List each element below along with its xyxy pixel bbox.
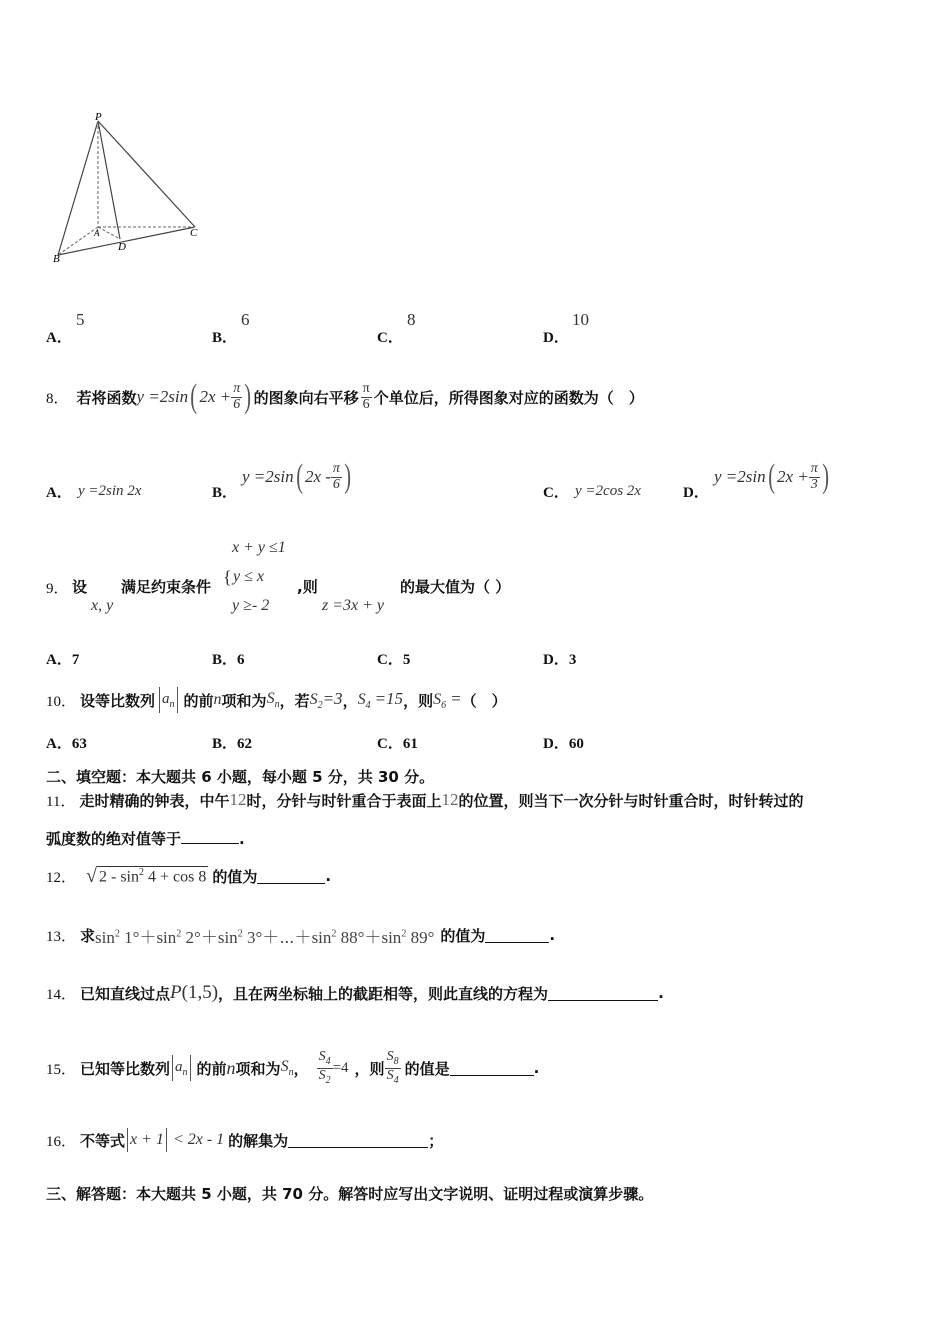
q8-option-c-label: C． — [543, 485, 569, 501]
q10-s: $S_n$ — [266, 689, 280, 711]
q14-answer-blank[interactable] — [548, 986, 658, 1001]
q9-text4: 的最大值为（ ） — [400, 578, 511, 596]
q7-option-d-label: D． — [543, 330, 569, 346]
q10-text6: （ ） — [461, 691, 507, 710]
q12-expression: $2 - \sin^2 4 + \cos 8$ — [99, 866, 207, 886]
edge-pb — [58, 121, 98, 255]
q13-answer-blank[interactable] — [485, 928, 549, 943]
q15-fraction-s8-s4: $\frac{S_8}{S_4}$ — [386, 1049, 399, 1086]
question-15: 15． 已知等比数列 $a_n$ 的前 n 项和为 $S_n$ ， $\frac{S_4}{S_2}$ =4 ，则 $\frac{S_8}{S_4}$ 的值是 . — [46, 1049, 540, 1086]
q8-text3: 个单位后，所得图象对应的函数为（ ） — [373, 388, 644, 407]
q9-number: 9． — [46, 581, 69, 597]
q16-answer-blank[interactable] — [288, 1133, 428, 1148]
q8-shift-fraction: $\frac{\pi}{6}$ — [362, 380, 370, 412]
label-d: D — [118, 241, 126, 253]
q9-vars: x, y — [91, 597, 114, 614]
q9-option-d: D．3 — [543, 652, 577, 668]
q10-option-a: A．63 — [46, 736, 87, 752]
q8-option-b-label: B． — [212, 485, 238, 501]
q8-func-inner: 2x + — [199, 387, 232, 406]
q9-text2: 满足约束条件 — [121, 578, 212, 596]
question-11-line2: 弧度数的绝对值等于 . — [46, 830, 245, 848]
q10-option-d: D．60 — [543, 736, 584, 752]
section-3-title: 三、解答题：本大题共 5 小题，共 70 分。解答时应写出文字说明、证明过程或演算步骤。 — [46, 1185, 654, 1203]
q10-text4: ，若 — [279, 691, 310, 710]
q7-option-b-value: 6 — [241, 310, 250, 329]
q10-option-b: B．62 — [212, 736, 253, 752]
edge-pc — [98, 121, 195, 227]
q10-n: n — [213, 691, 222, 708]
q8-option-d-expr: y =2sin ( 2x + $\frac{\pi}{3}$ ) — [714, 458, 829, 495]
q7-option-b-label: B． — [212, 330, 238, 346]
q8-option-c-expr: y =2cos 2x — [575, 483, 641, 499]
q12-answer-blank[interactable] — [257, 869, 325, 884]
label-c: C — [190, 227, 198, 239]
q10-option-c: C．61 — [377, 736, 418, 752]
q10-text2: 的前 — [183, 691, 214, 710]
q8-number: 8． — [46, 390, 69, 407]
q8-func-fraction: $\frac{\pi}{6}$ — [233, 380, 241, 412]
q10-text5: ，则 — [403, 691, 434, 710]
q9-text3: ,则 — [297, 578, 318, 596]
q12-radical: √ — [86, 864, 97, 887]
question-11: 11． 走时精确的钟表，中午 12 时，分针与时针重合于表面上 12 的位置，则当下一次分针与时针重合时，时针转过的 — [46, 790, 804, 810]
q15-fraction-s4-s2: $\frac{S_4}{S_2}$ — [318, 1049, 331, 1086]
q10-s4: $S_4 =15$ — [357, 688, 404, 712]
pyramid-figure — [40, 105, 220, 270]
q10-text3: 项和为 — [221, 691, 267, 710]
q13-expression: $\sin^2 1^\circ+\sin^2$ $2^\circ+\sin^2$ $3^\circ+\cdots+\sin^2$ $88^\circ+\sin^2$ 89° — [95, 927, 435, 947]
q7-option-c-label: C． — [377, 330, 403, 346]
q8-option-b-expr: y =2sin ( 2x - $\frac{\pi}{6}$ ) — [242, 458, 351, 495]
edge-ad-dashed — [98, 227, 120, 239]
question-14: 14． 已知直线过点 P (1,5) ，且在两坐标轴上的截距相等，则此直线的方程为 . — [46, 982, 664, 1003]
q7-option-d-value: 10 — [572, 310, 589, 329]
q10-s6: $S_6$ = — [433, 688, 462, 712]
q9-constraint-1: x + y ≤1 — [232, 539, 286, 556]
q8-option-a-label: A． — [46, 485, 72, 501]
label-a: A — [94, 228, 100, 238]
q8-func-lhs: y =2sin — [136, 387, 189, 406]
section-2-title: 二、填空题：本大题共 6 小题，每小题 5 分，共 30 分。 — [46, 768, 435, 786]
q9-option-a: A．7 — [46, 652, 80, 668]
q9-constraint-2: y ≤ x — [233, 568, 264, 585]
q7-option-a-label: A． — [46, 330, 72, 346]
q7-option-c-value: 8 — [407, 310, 416, 329]
q8-option-a-expr: y =2sin 2x — [78, 483, 142, 499]
label-p: P — [95, 111, 102, 123]
question-12: 12． √ $2 - \sin^2 4 + \cos 8$ 的值为 . — [46, 864, 332, 887]
q10-number: 10． — [46, 693, 77, 710]
q9-constraint-3: y ≥- 2 — [232, 597, 270, 614]
question-13: 13． 求 $\sin^2 1^\circ+\sin^2$ $2^\circ+\sin^2$ $3^\circ+\cdots+\sin^2$ $88^\circ+\sin^2$ 89° 的值为 . — [46, 921, 555, 949]
edge-pd — [98, 121, 120, 239]
q9-option-b: B．6 — [212, 652, 245, 668]
q9-brace: { — [223, 567, 232, 587]
question-16: 16． 不等式 x + 1 < 2x - 1 的解集为 ； — [46, 1124, 443, 1156]
q10-seq: $a_n$ — [162, 690, 175, 710]
label-b: B — [53, 253, 60, 265]
q8-text2: 的图象向右平移 — [253, 388, 359, 407]
q9-objective: z =3x + y — [322, 597, 385, 614]
q15-answer-blank[interactable] — [450, 1061, 534, 1076]
q9-text1: 设 — [72, 578, 88, 596]
q8-option-d-label: D． — [683, 485, 709, 501]
q10-text1: 设等比数列 — [80, 691, 156, 710]
question-8: 8． 若将函数 y =2sin ( 2x + $\frac{\pi}{6}$ ) 的图象向右平移 $\frac{\pi}{6}$ 个单位后，所得图象对应的函数为（ ） — [46, 378, 644, 415]
q8-text1: 若将函数 — [76, 388, 137, 407]
q7-option-a-value: 5 — [76, 310, 85, 329]
edge-bc — [58, 227, 195, 255]
q10-s2: $S_2=3$ — [309, 688, 343, 712]
question-10: 10． 设等比数列 $a_n$ 的前 n 项和为 $S_n$ ，若 $S_2=3$ ， $S_4 =15$ ，则 $S_6$ = （ ） — [46, 688, 507, 712]
q9-option-c: C．5 — [377, 652, 411, 668]
q11-answer-blank[interactable] — [181, 829, 239, 844]
